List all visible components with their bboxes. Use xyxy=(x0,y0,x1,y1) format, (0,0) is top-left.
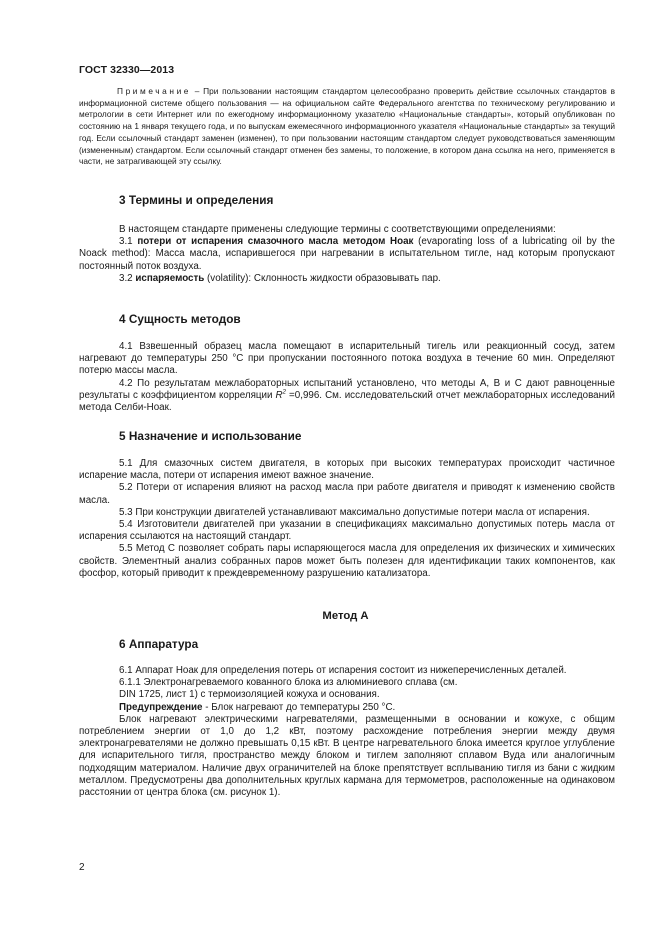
method-title: Метод А xyxy=(322,610,369,622)
para-4-2 xyxy=(79,378,615,415)
para-6-1-1: 6.1.1 Электронагреваемого кованного блока из алюминиевого сплава (см. xyxy=(119,677,458,689)
block-description: Блок нагревают электрическими нагревателями, размещенными в основании и кожухе, с общим потреблением энергии от 1,0 до 1,2 кВт, поэтому расхождение потребления энергии между двумя электронагревателями не должно превышать 0,15 кВт. В центре нагревательного блока имеется круглое углубление для испарительного тигля, пространство между блоком и тиглем заполняют сплавом Вуда или аналогичным подходящим материалом. Наличие двух ограничителей на блоке препятствует всплыванию тигля из бани с жидким металлом. Предусмотрены два дополнительных круглых кармана для термометров, расположенные на одинаковом расстоянии от центра блока (см. рисунок 1). xyxy=(79,713,615,799)
correlation-symbol: R xyxy=(275,389,283,401)
para-5-1: 5.1 Для смазочных систем двигателя, в которых при высоких температурах происходит частичное испарение масла, потери от испарения имеют важное значение. xyxy=(79,458,615,482)
section-6-body xyxy=(79,665,615,799)
note-label: Примечание xyxy=(117,86,192,96)
section-3-title: 3 Термины и определения xyxy=(119,193,274,207)
term-name: потери от испарения смазочного масла методом Ноак xyxy=(137,236,414,248)
para-6-1-1-cont: DIN 1725, лист 1) с термоизоляцией кожуха и основания. xyxy=(119,689,380,701)
para-text: =0,996. См. исследовательский отчет межлабораторных исследований метода Селби-Ноак. xyxy=(79,389,615,414)
standard-header: ГОСТ 32330—2013 xyxy=(79,64,175,76)
term-name: испаряемость xyxy=(135,272,205,284)
para-6-1: 6.1 Аппарат Ноак для определения потерь от испарения состоит из нижеперечисленных деталей. xyxy=(119,665,567,676)
term-3-2 xyxy=(79,273,615,285)
warning-paragraph xyxy=(79,702,615,714)
para-5-5: 5.5 Метод С позволяет собрать пары испаряющегося масла для определения их физических и химических свойств. Элементный анализ собранных паров может быть полезен для идентификации таких компонентов, как фосфор, который приводит к преждевременному разрушению катализатора. xyxy=(79,543,615,579)
superscript: 2 xyxy=(282,389,286,396)
para-4-1: 4.1 Взвешенный образец масла помещают в испарительный тигель или реакционный сосуд, затем нагревают до температуры 250 °С при пропускании постоянного потока воздуха в течение 60 мин. Определяют потерю массы масла. xyxy=(79,341,615,377)
term-3-1 xyxy=(79,236,615,273)
note-text: – При пользовании настоящим стандартом целесообразно проверить действие ссылочных стандартов в информационной системе общего пользования — на официальном сайте Федерального агентства по техническому регулированию и метрологии в сети Интернет или по ежегодному информационному указателю «Национальные стандарты», который опубликован по состоянию на 1 января текущего года, и по выпускам ежемесячного информационного указателя «Национальные стандарты» за текущий год. Если ссылочный стандарт заменен (изменен), то при пользовании настоящим стандартом следует руководствоваться заменяющим (измененным) стандартом. Если ссылочный стандарт отменен без замены, то положение, в котором дана ссылка на него, применяется в части, не затрагивающей эту ссылку. xyxy=(79,86,615,167)
term-definition: (volatility): Склонность жидкости образовывать пар. xyxy=(204,272,441,284)
term-number: 3.1 xyxy=(119,236,138,248)
section-5-title: 5 Назначение и использование xyxy=(119,429,302,443)
term-number: 3.2 xyxy=(119,272,136,284)
page-number: 2 xyxy=(79,862,85,873)
section-3-intro: В настоящем стандарте применены следующие термины с соответствующими определениями: xyxy=(119,224,556,235)
section-5-body xyxy=(79,458,615,580)
para-5-2: 5.2 Потери от испарения влияют на расход масла при работе двигателя и приводят к изменению свойств масла. xyxy=(79,482,615,506)
para-5-3: 5.3 При конструкции двигателей устанавливают максимально допустимые потери масла от испарения. xyxy=(119,506,590,518)
warning-label: Предупреждение xyxy=(119,701,203,713)
section-4-title: 4 Сущность методов xyxy=(119,312,241,326)
note-block xyxy=(79,86,615,168)
term-definition: (evaporating loss of a lubricating oil by the Noack method): Масса масла, испарившегося при нагревании в испытательном тигле, над которым пропускают постоянный поток воздуха. xyxy=(79,236,615,272)
para-5-4: 5.4 Изготовители двигателей при указании в спецификациях максимально допустимых потерь масла от испарения ссылаются на настоящий стандарт. xyxy=(79,519,615,543)
para-text: 4.2 По результатам межлабораторных испытаний установлено, что методы А, В и С дают равноценные результаты с коэффициентом корреляции xyxy=(79,377,615,401)
section-4-body xyxy=(79,341,615,414)
note-paragraph xyxy=(79,86,615,168)
section-3-body xyxy=(79,224,615,285)
section-6-title: 6 Аппаратура xyxy=(119,637,199,651)
warning-text: - Блок нагревают до температуры 250 °С. xyxy=(202,701,396,713)
